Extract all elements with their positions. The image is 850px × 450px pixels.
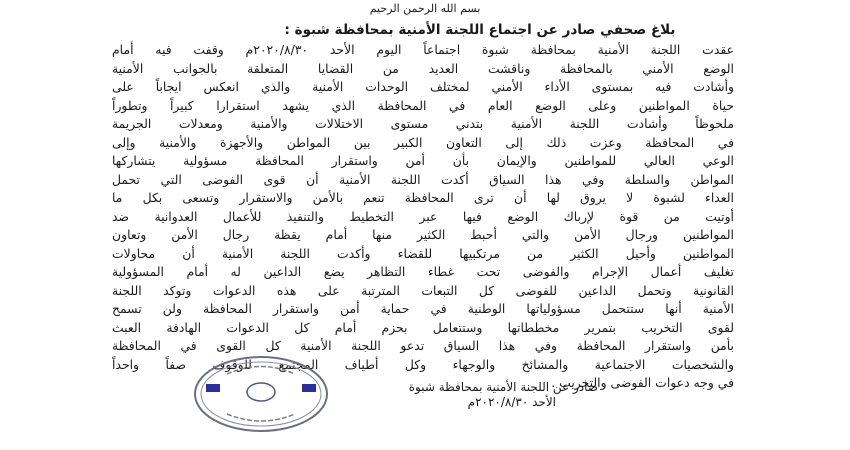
body-line: الأمنية أنها ستتحمل مسؤولياتها الوطنية في حماية أمن واستقرار المحافظة ولن تسمح — [112, 301, 734, 316]
body-line: لقوى التخريب بتمرير مخططاتها وستتعامل بحزم أمام كل الدعوات الهادفة العبث — [112, 319, 734, 335]
body-line: حياة المواطنين وعلى الوضع العام في المحافظة الذي يشهد استقرارا كبيراً وتطوراً — [112, 97, 734, 113]
document-body — [112, 41, 734, 393]
body-line: ملحوظاً وأشادت اللجنة الأمنية بتدني مستوى الاختلالات والأمنية ومعدلات الجريمة — [112, 116, 734, 131]
body-line: في وجه دعوات الفوضى والتخريب . — [551, 375, 734, 390]
official-stamp — [192, 354, 330, 434]
body-line: عقدت اللجنة الأمنية بمحافظة شبوة اجتماعاً اليوم الأحد ٢٠٢٠/٨/٣٠م وقفت فيه أمام — [112, 42, 734, 57]
date-line: الأحد ٢٠٢٠/٨/٣٠م — [467, 395, 556, 409]
body-line: المواطنين ورجال الأمن والتي أحبط الكثير منها أمام يقظة رجال الأمن وتعاون — [112, 227, 734, 242]
body-line: القانونية وتحمل الداعين للفوضى كل التبعات المترتبة على هذه الدعوات وتوكد اللجنة — [112, 282, 734, 298]
basmala: بسم الله الرحمن الرحيم — [369, 2, 481, 15]
body-line: في المحافظة وعزت ذلك إلى التعاون الكبير بين المواطن والأجهزة والأمنية وإلى — [112, 134, 734, 150]
document-title: بلاغ صحفي صادر عن اجتماع اللجنة الأمنية بمحافظة شبوة : — [284, 22, 676, 38]
body-line: وأشادت فيه بمستوى الأداء الأمني لمختلف الوحدات الأمنية والذي انعكس ايجاباً على — [112, 79, 734, 94]
body-line: أوتيت من قوة لإرباك الوضع فيها عبر التخطيط والتنفيذ للأعمال العدوانية ضد — [112, 208, 734, 224]
body-line: المواطن والسلطة وفي هذا السياق أكدت اللجنة الأمنية أن قوى الفوضى التي تحمل — [112, 171, 734, 187]
signature-block — [398, 380, 598, 410]
body-line: الوضع الأمني بالمحافظة وناقشت العديد من القضايا المتعلقة بالجوانب الأمنية — [112, 60, 734, 76]
body-line: بأمن واستقرار المحافظة وفي هذا السياق تدعو اللجنة الأمنية كل القوى في المحافظة — [112, 338, 734, 353]
body-line: الوعي العالي للمواطنين والإيمان بأن أمن واستقرار المحافظة مسؤولية يتشاركها — [112, 153, 734, 168]
body-line: المواطنين وأحيل الكثير من مرتكبيها للقضاء وأكدت اللجنة الأمنية أن محاولات — [112, 245, 734, 261]
body-line: العداء لشبوة لا يروق لها أن ترى المحافظة تنعم بالأمن والاستقرار وتسعى بكل ما — [112, 190, 734, 205]
body-line: تغليف أعمال الإجرام والفوضى تحت غطاء التظاهر يضع الداعين له أمام المسؤولية — [112, 264, 734, 279]
body-line: والشخصيات الاجتماعية والمشائخ والوجهاء وكل أطياف المجتمع للوقوف صفاً واحداً — [112, 356, 734, 372]
issuer-line: صادر عن اللجنة الأمنية بمحافظة شبوة — [408, 380, 598, 394]
